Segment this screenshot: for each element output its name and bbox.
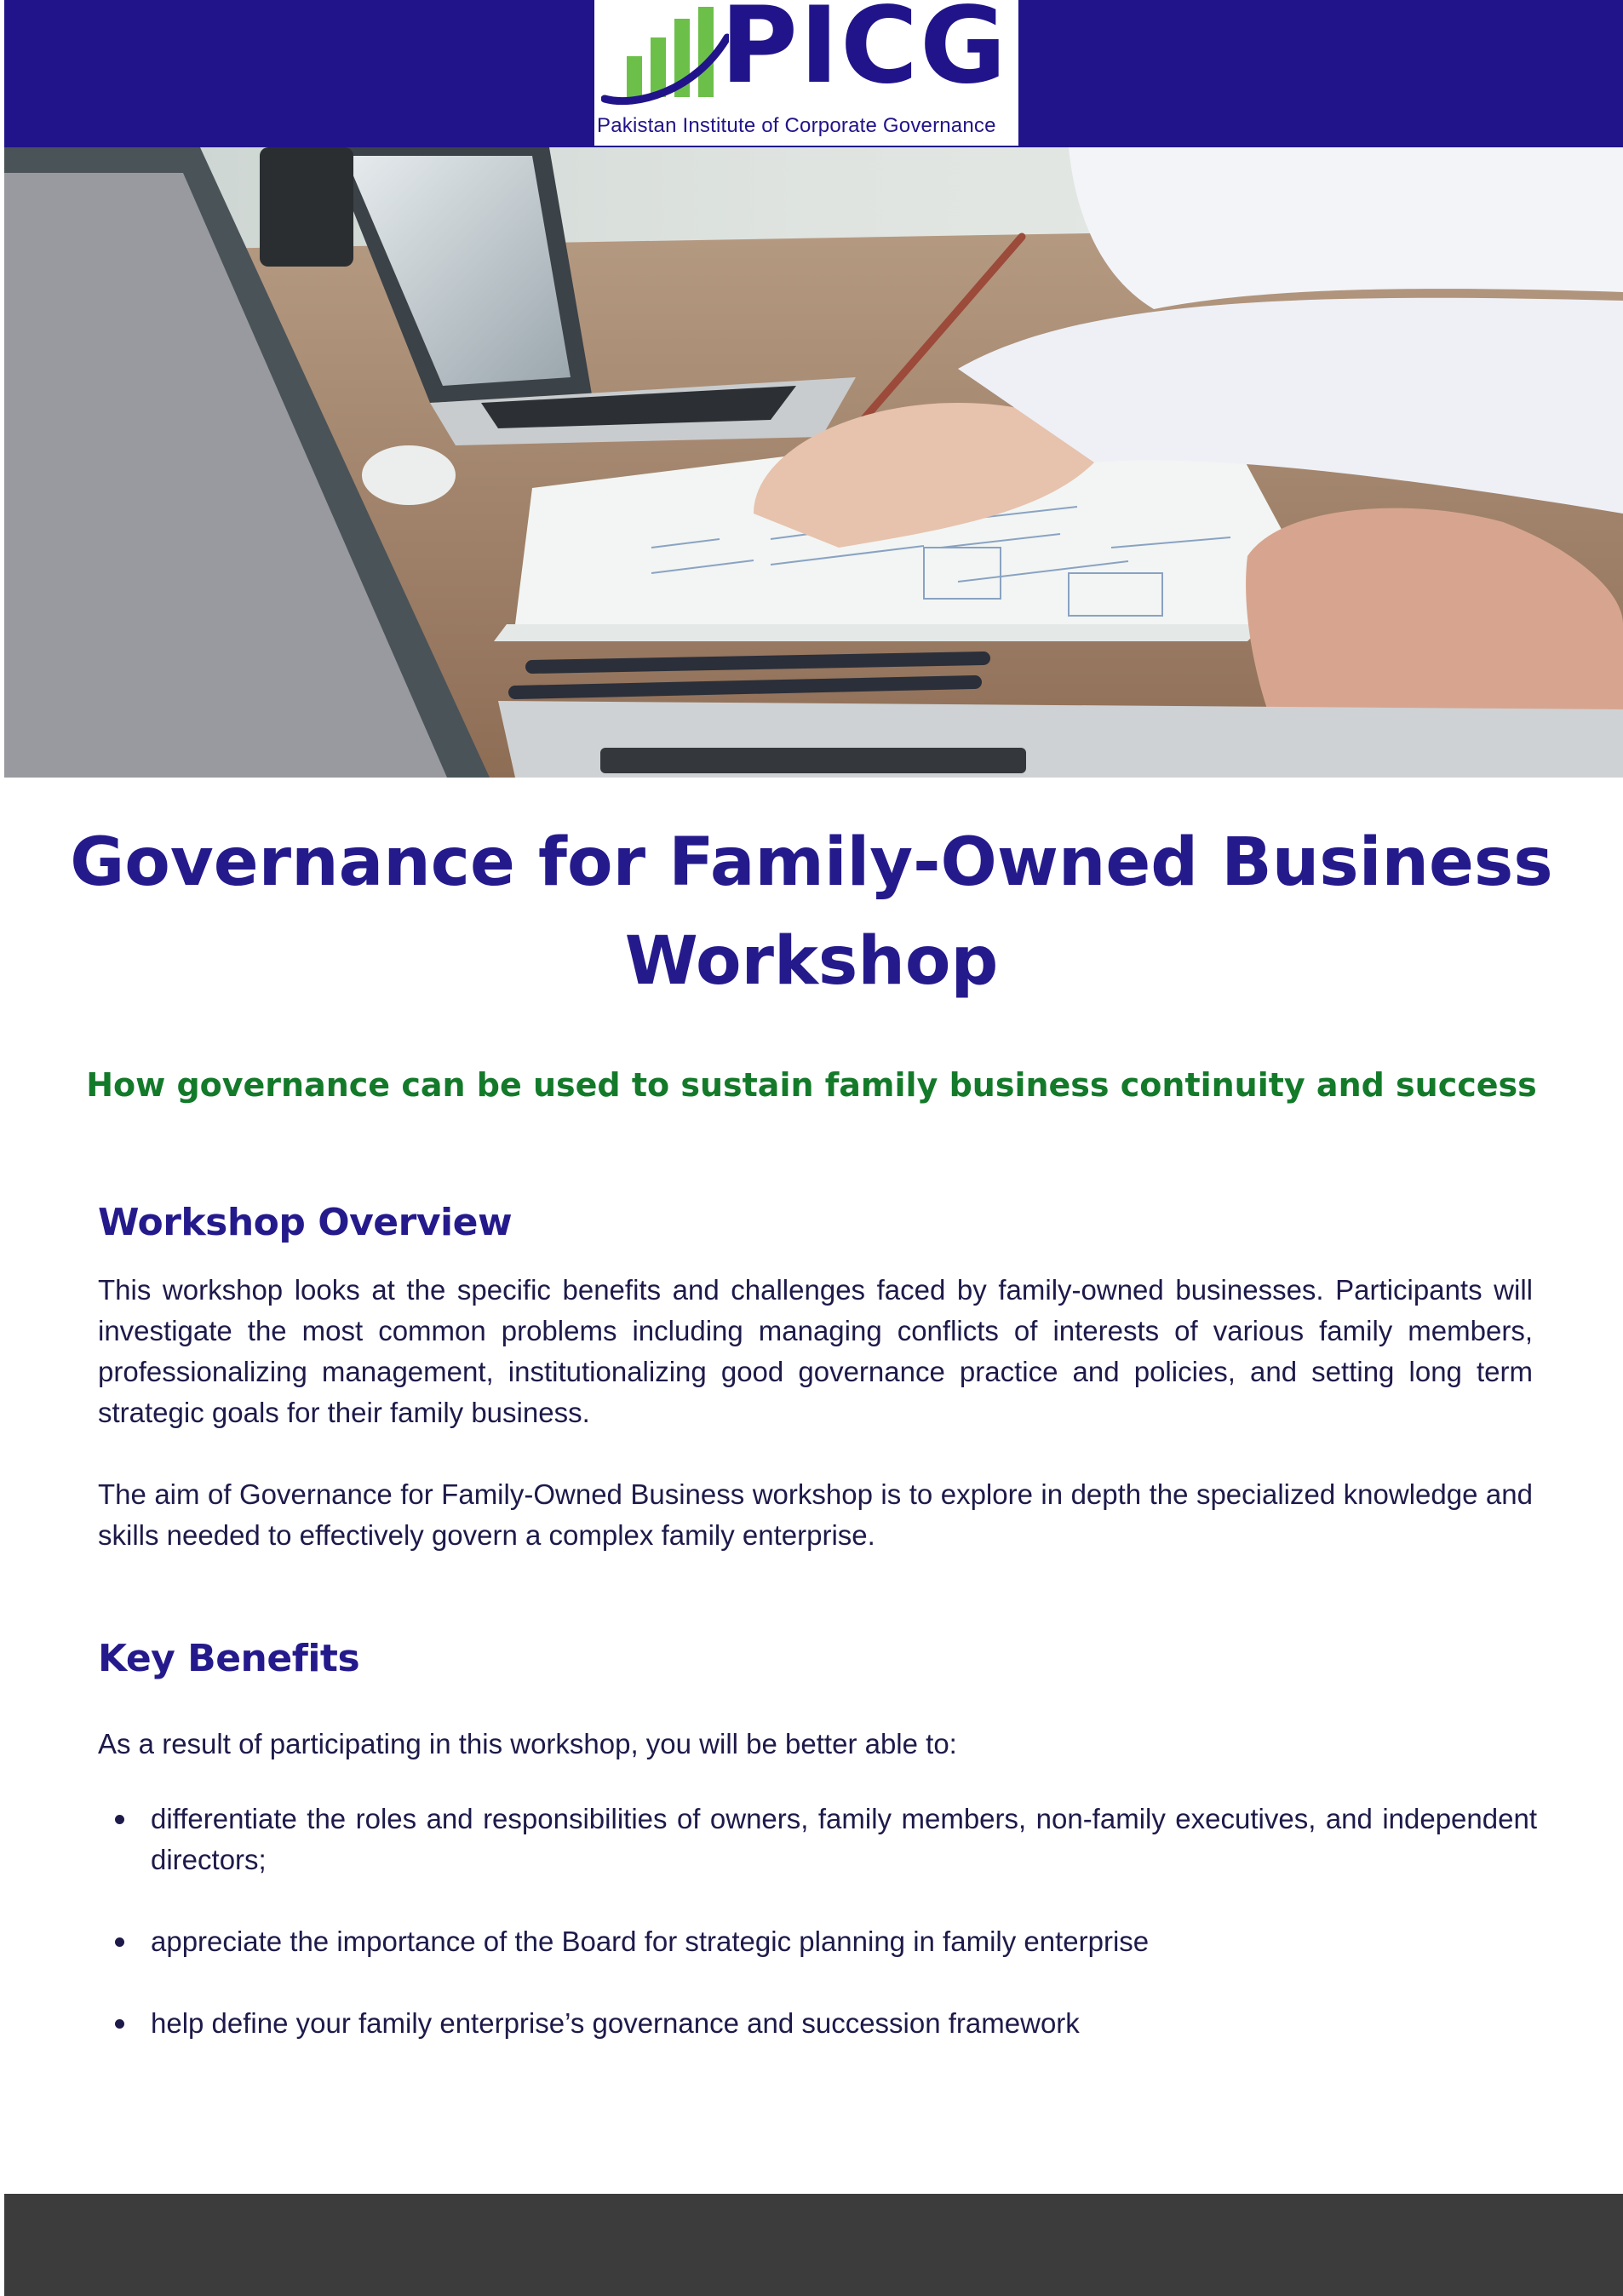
list-item: help define your family enterprise’s governance and succession framework [98,2003,1537,2044]
list-item: differentiate the roles and responsibilities of owners, family members, non-family executives, and independent directors; [98,1799,1537,1880]
logo-wordmark: PICG [720,0,1008,107]
benefits-intro: As a result of participating in this workshop, you will be better able to: [98,1728,957,1759]
overview-paragraph-2: The aim of Governance for Family-Owned Business workshop is to explore in depth the specialized knowledge and skills needed to effectively govern a complex family enterprise. [98,1478,1533,1551]
page-title [0,813,1623,1011]
overview-heading: Workshop Overview [98,1201,513,1244]
page-subtitle: How governance can be used to sustain family business continuity and success [86,1066,1537,1104]
title-line-2: Workshop [624,923,999,1000]
footer-bar [4,2194,1623,2296]
overview-paragraph-1: This workshop looks at the specific benefits and challenges faced by family-owned businesses. Participants will investigate the most common problems including managing conflicts of interests of various family members, professionalizing management, institutionalizing good governance practice and policies, and setting long term strategic goals for their family business. [98,1274,1533,1428]
hero-image [4,147,1623,778]
title-line-1: Governance for Family-Owned Business [70,824,1553,901]
picg-logo[interactable] [594,0,1018,146]
hero-photo-illustration [4,147,1623,778]
bar-chart-logo-icon [601,3,729,106]
benefits-heading: Key Benefits [98,1637,360,1680]
list-item: appreciate the importance of the Board for strategic planning in family enterprise [98,1921,1537,1962]
benefits-list [98,1799,1537,2044]
logo-subtitle: Pakistan Institute of Corporate Governance [597,114,996,137]
